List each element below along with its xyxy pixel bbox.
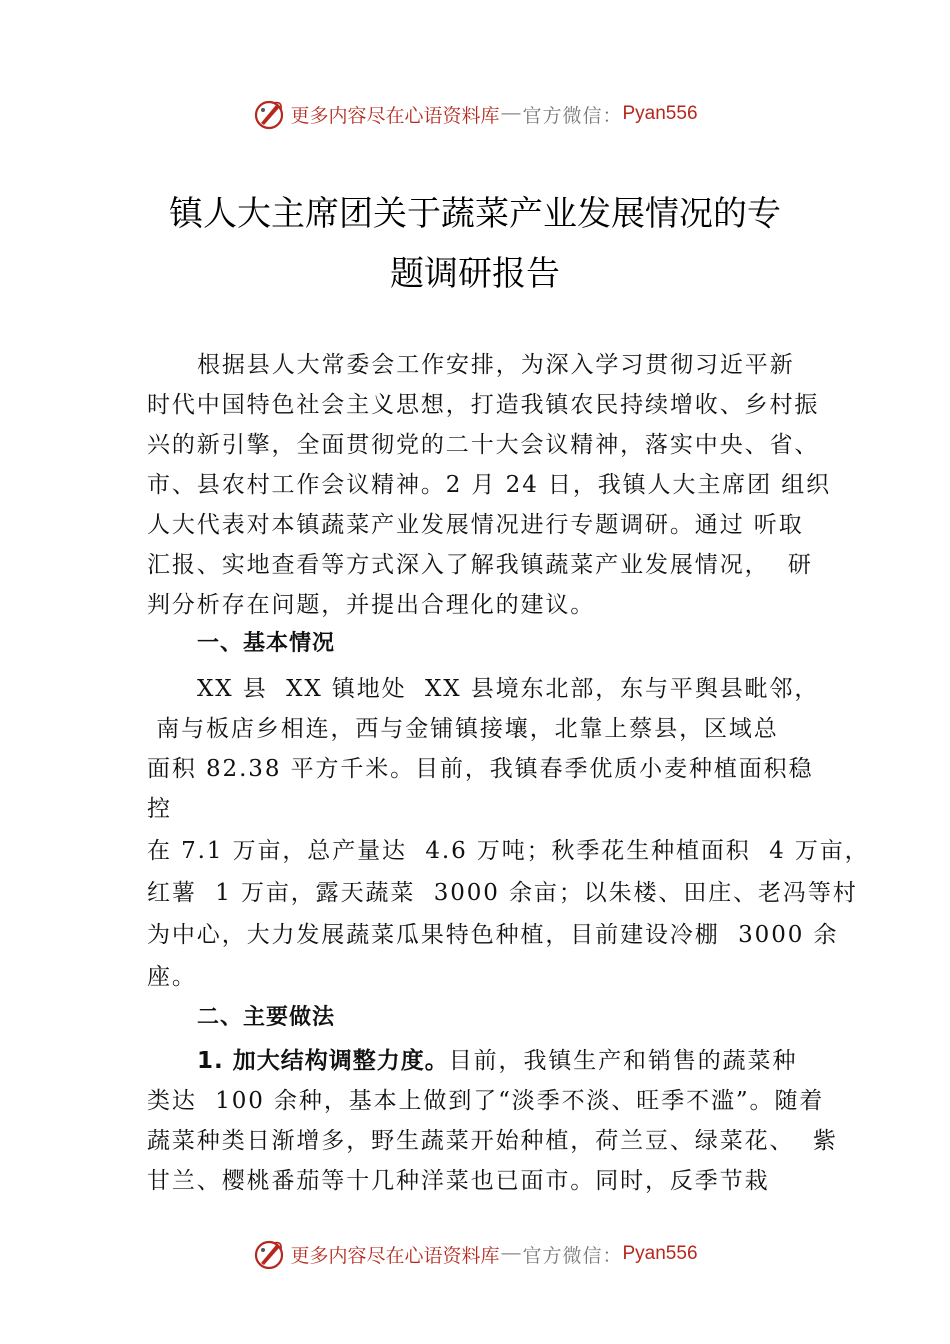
paragraph-line: 红薯 1 万亩，露天蔬菜 3000 余亩；以朱楼、田庄、老冯等村 <box>147 880 858 906</box>
wechat-label: 官方微信： <box>522 105 623 127</box>
paragraph-line: 面积 82.38 平方千米。目前，我镇春季优质小麦种植面积稳 <box>147 756 814 782</box>
doc-title-line1: 镇人大主席团关于蔬菜产业发展情况的专 <box>169 194 781 234</box>
wechat-label: 官方微信： <box>522 1245 623 1267</box>
paragraph-line: 座。 <box>147 964 197 990</box>
paragraph-line: 控 <box>147 796 172 822</box>
paragraph-line: 类达 100 余种，基本上做到了“淡季不淡、旺季不滥”。随着 <box>147 1088 825 1114</box>
doc-title-line2: 题调研报告 <box>390 254 560 294</box>
section-heading-practices: 二、主要做法 <box>197 1005 336 1030</box>
watermark-banner-bottom <box>0 1232 950 1276</box>
section-heading-basic: 一、基本情况 <box>197 631 336 656</box>
paragraph-line: 汇报、实地查看等方式深入了解我镇蔬菜产业发展情况， 研 <box>147 552 813 578</box>
wechat-id: Pyan556 <box>622 1243 698 1264</box>
quill-logo-icon <box>252 97 286 131</box>
paragraph-lead: 1. 加大结构调整力度。 <box>197 1048 449 1074</box>
paragraph-line: 根据县人大常委会工作安排，为深入学习贯彻习近平新 <box>197 352 795 378</box>
paragraph-line: 甘兰、樱桃番茄等十几种洋菜也已面市。同时，反季节栽 <box>147 1168 770 1194</box>
paragraph-line: 兴的新引擎，全面贯彻党的二十大会议精神，落实中央、省、 <box>147 432 820 458</box>
paragraph-line: 南与板店乡相连，西与金铺镇接壤，北靠上蔡县，区域总 <box>147 716 779 742</box>
paragraph-text: 目前，我镇生产和销售的蔬菜种 <box>448 1048 798 1074</box>
paragraph-line: 在 7.1 万亩，总产量达 4.6 万吨；秋季花生种植面积 4 万亩， <box>147 838 870 864</box>
banner-dash: — <box>501 103 521 124</box>
watermark-banner-top <box>0 92 950 136</box>
paragraph-line: 人大代表对本镇蔬菜产业发展情况进行专题调研。通过 听取 <box>147 512 804 538</box>
promo-text: 更多内容尽在心语资料库 <box>290 1244 500 1267</box>
quill-logo-icon <box>252 1237 286 1271</box>
paragraph-line: 时代中国特色社会主义思想，打造我镇农民持续增收、乡村振 <box>147 392 820 418</box>
paragraph-line: 判分析存在问题，并提出合理化的建议。 <box>147 592 596 618</box>
paragraph-line <box>197 1042 797 1075</box>
banner-dash: — <box>501 1243 521 1264</box>
paragraph-line: XX 县 XX 镇地处 XX 县境东北部，东与平舆县毗邻， <box>197 676 820 702</box>
paragraph-line: 为中心，大力发展蔬菜瓜果特色种植，目前建设冷棚 3000 余 <box>147 922 839 948</box>
paragraph-line: 市、县农村工作会议精神。2 月 24 日，我镇人大主席团 组织 <box>147 472 832 498</box>
wechat-id: Pyan556 <box>622 103 698 124</box>
paragraph-line: 蔬菜种类日渐增多，野生蔬菜开始种植，荷兰豆、绿菜花、 紫 <box>147 1128 838 1154</box>
promo-text: 更多内容尽在心语资料库 <box>290 104 500 127</box>
